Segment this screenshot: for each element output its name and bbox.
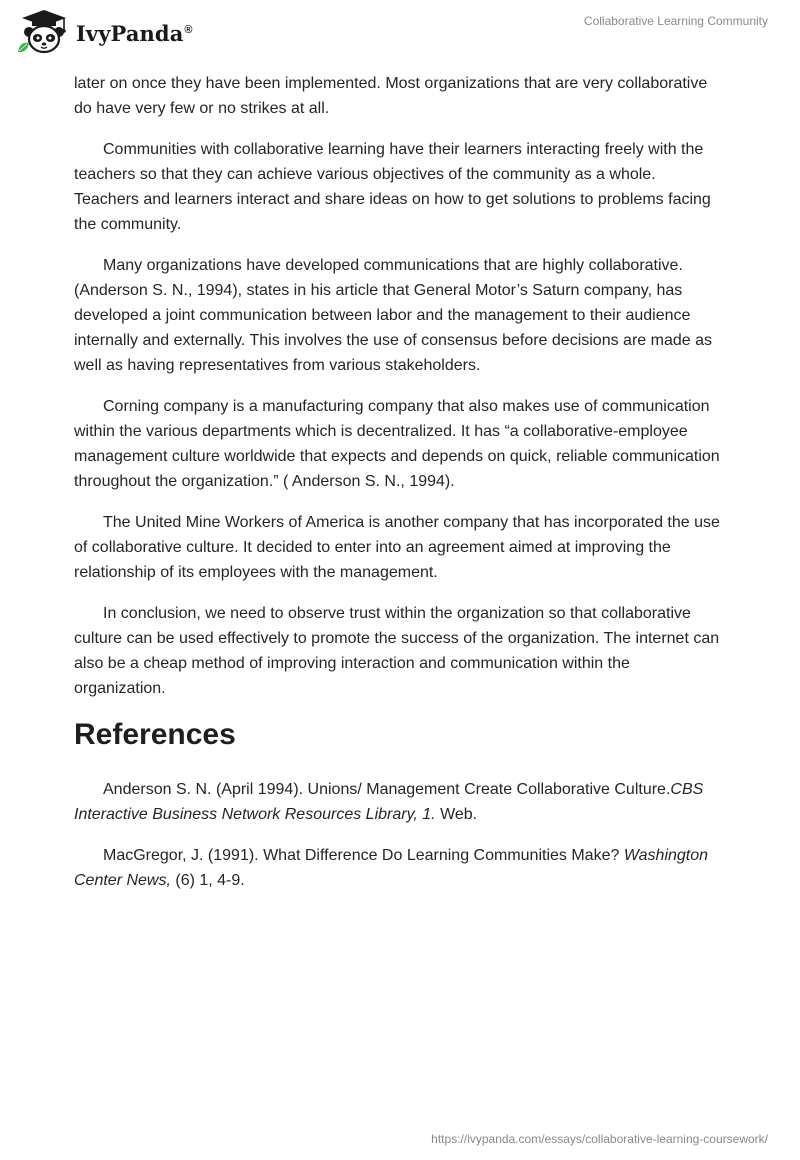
paragraph: Communities with collaborative learning have their learners interacting freely with the teachers so that they can achieve various objectives of the community as a whole. Teachers and learners interact and share ideas on how to get solutions to problems facing the community. xyxy=(74,141,711,233)
paragraph: Corning company is a manufacturing company that also makes use of communication within the various departments which is decentralized. It has “a collaborative-employee management culture worldwide that expects and depends on quick, reliable communication throughout the organization.” ( Anderson S. N., 1994). xyxy=(74,398,720,490)
brand-name xyxy=(76,21,193,46)
page-header xyxy=(0,0,800,62)
essay-content xyxy=(74,71,724,909)
source-url[interactable]: https://ivypanda.com/essays/collaborative-learning-coursework/ xyxy=(431,1132,768,1146)
panda-graduate-icon xyxy=(14,8,74,56)
registered-mark: ® xyxy=(184,23,193,36)
reference-item xyxy=(74,843,724,893)
reference-source: CBS Interactive Business Network Resources Library, 1. xyxy=(74,781,704,823)
ivypanda-logo[interactable] xyxy=(14,8,193,56)
paragraph: In conclusion, we need to observe trust within the organization so that collaborative culture can be used effectively to promote the success of the organization. The internet can also be a cheap method of improving interaction and communication within the organization. xyxy=(74,605,720,697)
references-heading: References xyxy=(74,718,236,751)
reference-suffix: (6) 1, 4-9. xyxy=(170,872,245,889)
brand-label: IvyPanda xyxy=(76,20,184,46)
document-title: Collaborative Learning Community xyxy=(583,14,768,28)
paragraph: The United Mine Workers of America is another company that has incorporated the use of collaborative culture. It decided to enter into an agreement aimed at improving the relationship of its employees with the management. xyxy=(74,514,720,581)
paragraph: Many organizations have developed communications that are highly collaborative. (Anderson S. N., 1994), states in his article that General Motor’s Saturn company, has developed a joint communication between labor and the management to their audience internally and externally. This involves the use of consensus before decisions are made as well as having representatives from various stakeholders. xyxy=(74,257,712,374)
reference-suffix: Web. xyxy=(435,806,478,823)
reference-source: Washington Center News, xyxy=(74,847,709,889)
paragraph: later on once they have been implemented. Most organizations that are very collaborative do have very few or no strikes at all. xyxy=(74,75,708,117)
reference-text: Anderson S. N. (April 1994). Unions/ Management Create Collaborative Culture. xyxy=(103,781,671,798)
reference-text: MacGregor, J. (1991). What Difference Do Learning Communities Make? xyxy=(103,847,624,864)
reference-item xyxy=(74,777,724,827)
